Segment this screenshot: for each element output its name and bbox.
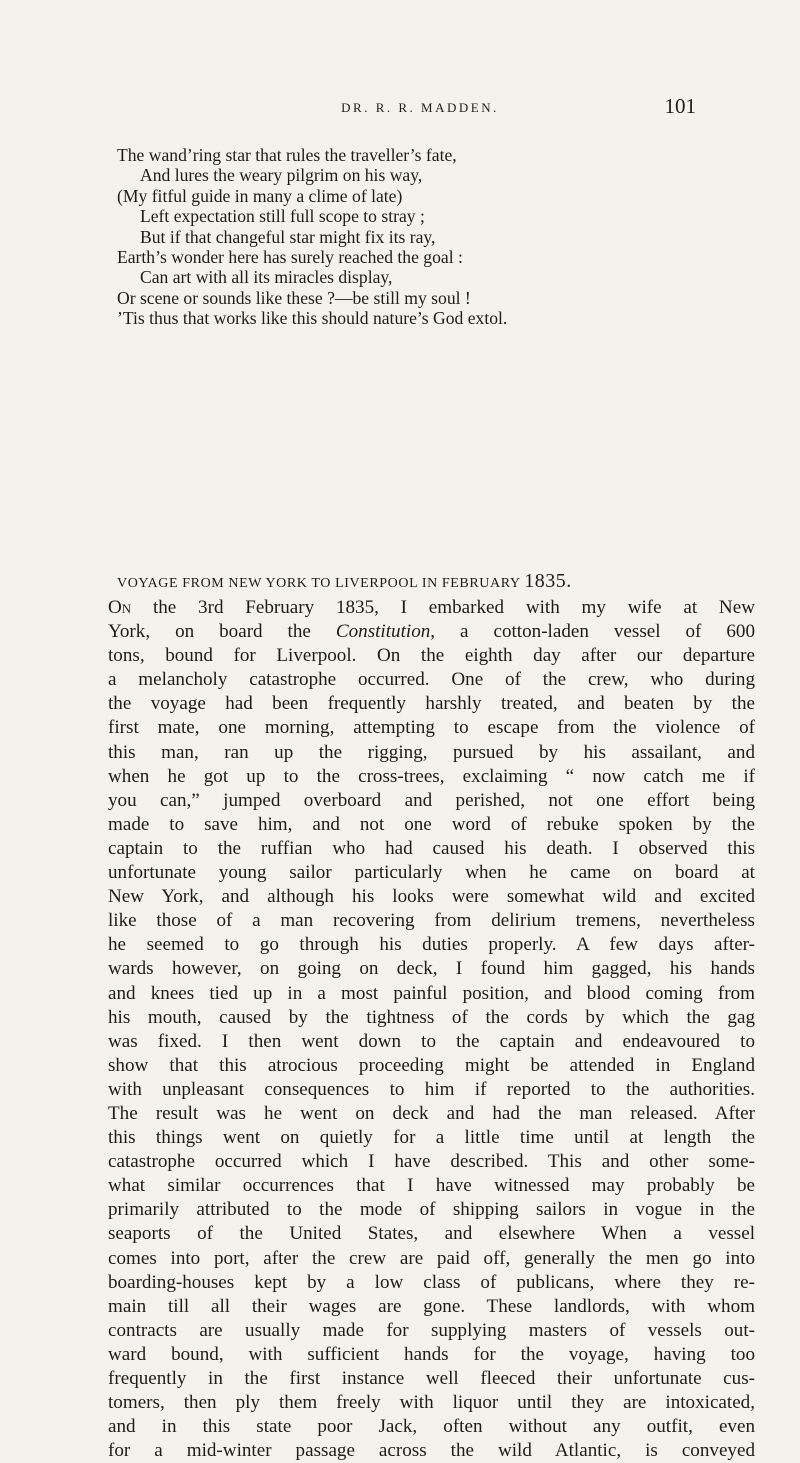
body-text-line [108, 933, 755, 957]
body-text-line [108, 1150, 755, 1174]
body-text-line [108, 1415, 755, 1439]
body-text-segment: frequently in the first instance well fleeced their unfortunate cus- [108, 1368, 755, 1389]
section-heading [117, 570, 767, 593]
body-text-segment: when he got up to the cross-trees, exclaiming “ now catch me if [108, 765, 755, 787]
body-text-line [108, 813, 755, 837]
poem-line: (My fitful guide in many a clime of late) [117, 185, 403, 206]
body-text-line [108, 957, 755, 981]
body-text-line [108, 1247, 755, 1271]
body-text-line [108, 1006, 755, 1030]
body-text-line [108, 692, 755, 716]
body-text-segment: this man, ran up the rigging, pursued by his assailant, and [108, 741, 755, 763]
poem-stanza [117, 145, 737, 329]
body-text-segment: and in this state poor Jack, often without any outfit, even [108, 1416, 755, 1438]
body-text-line [108, 1054, 755, 1078]
body-text-line [108, 1078, 755, 1102]
body-text-segment: main till all their wages are gone. These landlords, with whom [108, 1295, 755, 1317]
body-text-line [108, 885, 755, 909]
body-text-line [108, 1343, 755, 1367]
poem-line: Can art with all its miracles display, [140, 267, 393, 288]
body-text-line [108, 644, 755, 668]
body-text-segment: the 3rd February 1835, I embarked with my wife at New [131, 597, 755, 618]
body-text-segment: tomers, then ply them freely with liquor until they are intoxicated, [108, 1392, 755, 1414]
body-text-line [108, 1102, 755, 1126]
body-text-line [108, 1319, 755, 1343]
body-text-segment: catastrophe occurred which I have described. This and other some- [108, 1151, 755, 1173]
section-heading-year: 1835. [524, 570, 572, 592]
body-text-segment: first mate, one morning, attempting to escape from the violence of [108, 717, 755, 739]
poem-line: But if that changeful star might fix its ray, [140, 226, 436, 247]
poem-line: ’Tis thus that works like this should nature’s God extol. [117, 308, 508, 329]
body-text-segment: wards however, on going on deck, I found him gagged, his hands [108, 958, 755, 980]
body-text-segment: like those of a man recovering from delirium tremens, nevertheless [108, 910, 755, 932]
body-text-segment: ward bound, with sufficient hands for the voyage, having too [108, 1343, 755, 1365]
body-text-segment: unfortunate young sailor particularly when he came on board at [108, 862, 755, 884]
body-text-line [108, 861, 755, 885]
body-text-segment: what similar occurrences that I have witnessed may probably be [108, 1175, 755, 1197]
body-text-line [108, 1222, 755, 1246]
body-text-line [108, 596, 755, 620]
body-text-line [108, 741, 755, 765]
body-text-line [108, 668, 755, 692]
section-heading-text: VOYAGE FROM NEW YORK TO LIVERPOOL IN FEBRUARY [117, 576, 525, 591]
body-text-segment: this things went on quietly for a little time until at length the [108, 1127, 755, 1149]
body-text-segment: York, on board the [108, 621, 336, 643]
body-text-line [108, 1126, 755, 1150]
body-text-segment: , a cotton-laden vessel of 600 [430, 621, 755, 643]
body-text-line [108, 1295, 755, 1319]
ship-name: Constitution [335, 621, 431, 643]
page-number: 101 [664, 94, 696, 118]
body-text-segment: his mouth, caused by the tightness of the cords by which the gag [108, 1006, 755, 1028]
body-text-line [108, 1439, 755, 1463]
body-text-segment: a melancholy catastrophe occurred. One of the crew, who during [108, 669, 755, 691]
body-text-segment: comes into port, after the crew are paid off, generally the men go into [108, 1247, 755, 1269]
poem-line: The wand’ring star that rules the traveller’s fate, [117, 145, 457, 165]
running-head [0, 90, 800, 126]
poem-line: Or scene or sounds like these ?—be still my soul ! [117, 287, 471, 308]
body-text-line [108, 1367, 755, 1391]
body-text-line [108, 620, 755, 644]
body-text-segment: boarding-houses kept by a low class of publicans, where they re- [108, 1271, 755, 1293]
body-text-segment: with unpleasant consequences to him if reported to the authorities. [108, 1078, 755, 1100]
body-text-segment: for a mid-winter passage across the wild Atlantic, is conveyed [108, 1440, 755, 1462]
body-text-segment: was fixed. I then went down to the captain and endeavoured to [108, 1030, 755, 1052]
body-text-segment: seaports of the United States, and elsewhere When a vessel [108, 1223, 755, 1245]
body-text-line [108, 1391, 755, 1415]
body-text-line [108, 1030, 755, 1054]
body-text-segment: and knees tied up in a most painful position, and blood coming from [108, 982, 755, 1004]
body-text-line [108, 982, 755, 1006]
body-text-line [108, 765, 755, 789]
poem-line: Earth’s wonder here has surely reached the goal : [117, 247, 463, 268]
body-text-line [108, 1271, 755, 1295]
body-text-segment: contracts are usually made for supplying masters of vessels out- [108, 1319, 755, 1341]
body-text-segment: he seemed to go through his duties properly. A few days after- [108, 934, 755, 956]
body-text-line [108, 1198, 755, 1222]
body-text-segment: tons, bound for Liverpool. On the eighth day after our departure [108, 645, 755, 667]
body-text-segment: primarily attributed to the mode of shipping sailors in vogue in the [108, 1199, 755, 1221]
body-text-segment: made to save him, and not one word of rebuke spoken by the [108, 813, 755, 835]
body-text-line [108, 1174, 755, 1198]
body-text-line [108, 789, 755, 813]
body-text-segment: you can,” jumped overboard and perished, not one effort being [108, 789, 755, 811]
body-text-line [108, 837, 755, 861]
drop-word: On [108, 597, 132, 618]
body-text-line [108, 716, 755, 740]
poem-line: Left expectation still full scope to stray ; [140, 206, 425, 227]
poem-line: And lures the weary pilgrim on his way, [140, 165, 423, 186]
body-text-segment: New York, and although his looks were somewhat wild and excited [108, 886, 755, 908]
body-text-segment: captain to the ruffian who had caused his death. I observed this [108, 837, 755, 859]
running-head-title: DR. R. R. MADDEN. [341, 100, 499, 115]
body-text [108, 596, 755, 1463]
body-text-segment: the voyage had been frequently harshly treated, and beaten by the [108, 693, 755, 715]
body-text-line [108, 909, 755, 933]
body-text-segment: The result was he went on deck and had the man released. After [108, 1102, 755, 1124]
body-text-segment: show that this atrocious proceeding might be attended in England [108, 1054, 755, 1076]
